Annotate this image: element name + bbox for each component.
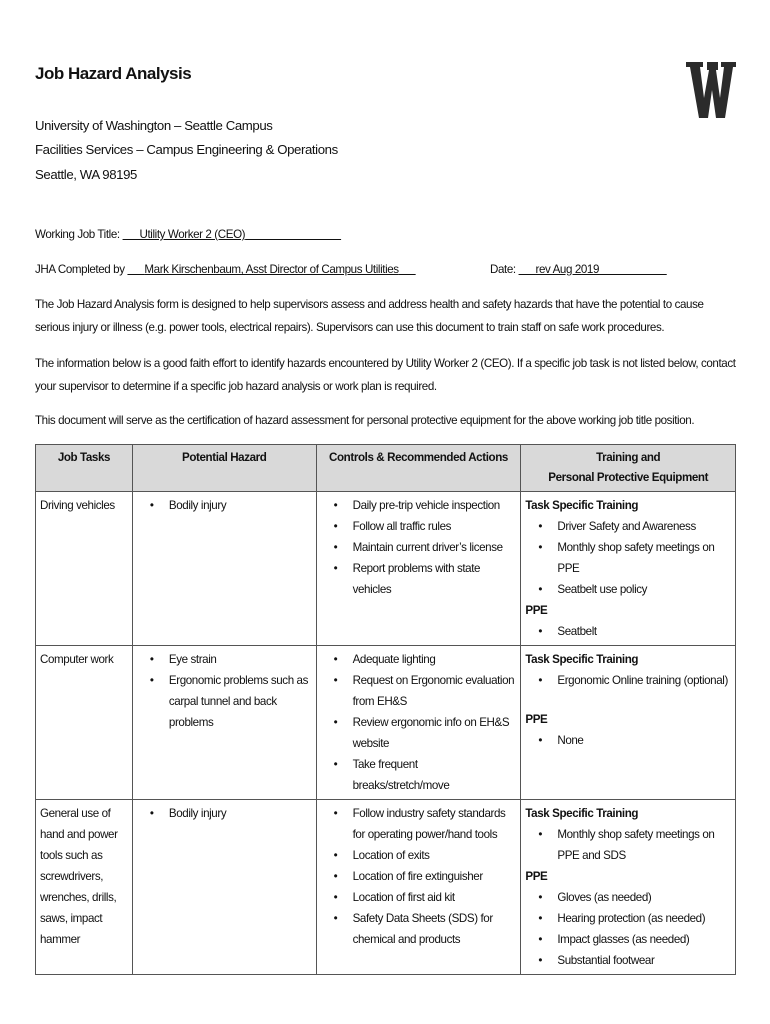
task-cell: Computer work — [36, 646, 133, 800]
list-item: • Follow industry safety standards for operating power/hand tools — [353, 803, 517, 845]
controls-cell — [316, 492, 521, 646]
ppe-subheading: PPE — [525, 604, 548, 617]
document-title: Job Hazard Analysis — [35, 64, 192, 83]
intro-paragraph: The Job Hazard Analysis form is designed to help supervisors assess and address health and safety hazards that have the potential to cause serious injury or illness (e.g. power tools, electrical repairs). Supervisors can use this document to train staff on safe work procedures. — [35, 298, 704, 334]
ppe-subheading: PPE — [525, 713, 548, 726]
list-item: • Location of exits — [353, 845, 517, 866]
table-header-row — [36, 445, 736, 492]
header-training-ppe: Training and Personal Protective Equipment — [521, 445, 736, 492]
list-item: • Seatbelt — [557, 621, 731, 642]
table-row — [36, 800, 736, 975]
hazard-cell — [132, 800, 316, 975]
training-subheading: Task Specific Training — [525, 653, 639, 666]
list-item: • Location of fire extinguisher — [353, 866, 517, 887]
training-ppe-cell — [521, 646, 736, 800]
completed-by-label: JHA Completed by — [35, 263, 125, 276]
job-title-label: Working Job Title: — [35, 228, 120, 241]
list-item: • Maintain current driver’s license — [353, 537, 517, 558]
address-line-1: University of Washington – Seattle Campus — [35, 118, 273, 133]
hazard-cell — [132, 646, 316, 800]
info-paragraph: The information below is a good faith effort to identify hazards encountered by Utility Worker 2 (CEO). If a specific job task is not listed below, contact your supervisor to determine if a specific job hazard analysis or work plan is required. — [35, 357, 736, 393]
list-item: • Gloves (as needed) — [557, 887, 731, 908]
training-ppe-cell — [521, 492, 736, 646]
list-item: • Bodily injury — [169, 495, 312, 516]
certification-paragraph: This document will serve as the certification of hazard assessment for personal protective equipment for the above working job title position. — [35, 414, 695, 427]
list-item: • Seatbelt use policy — [557, 579, 731, 600]
list-item: • Impact glasses (as needed) — [557, 929, 731, 950]
task-cell: General use of hand and power tools such as screwdrivers, wrenches, drills, saws, impact hammer — [36, 800, 133, 975]
job-title-value: Utility Worker 2 (CEO) — [139, 228, 246, 241]
list-item: • Substantial footwear — [557, 950, 731, 971]
training-subheading: Task Specific Training — [525, 807, 639, 820]
date-value: rev Aug 2019 — [535, 263, 600, 276]
hazard-cell — [132, 492, 316, 646]
list-item: • Hearing protection (as needed) — [557, 908, 731, 929]
list-item: • Daily pre-trip vehicle inspection — [353, 495, 517, 516]
hazard-analysis-table — [35, 444, 736, 975]
uw-logo-icon — [686, 58, 736, 122]
list-item: • Location of first aid kit — [353, 887, 517, 908]
list-item: • Review ergonomic info on EH&S website — [353, 712, 517, 754]
list-item: • Ergonomic problems such as carpal tunnel and back problems — [169, 670, 312, 733]
completed-by-field — [35, 263, 416, 276]
ppe-subheading: PPE — [525, 870, 548, 883]
list-item: • Follow all traffic rules — [353, 516, 517, 537]
controls-cell — [316, 646, 521, 800]
training-ppe-cell — [521, 800, 736, 975]
list-item: • Ergonomic Online training (optional) — [557, 670, 731, 691]
address-line-3: Seattle, WA 98195 — [35, 167, 137, 182]
header-job-tasks: Job Tasks — [36, 445, 133, 492]
list-item: • Report problems with state vehicles — [353, 558, 517, 600]
date-field — [490, 263, 667, 276]
list-item: • Driver Safety and Awareness — [557, 516, 731, 537]
date-label: Date: — [490, 263, 516, 276]
task-cell: Driving vehicles — [36, 492, 133, 646]
list-item: • Eye strain — [169, 649, 312, 670]
list-item: • Bodily injury — [169, 803, 312, 824]
list-item: • Safety Data Sheets (SDS) for chemical and products — [353, 908, 517, 950]
header-potential-hazard: Potential Hazard — [132, 445, 316, 492]
controls-cell — [316, 800, 521, 975]
header-controls: Controls & Recommended Actions — [316, 445, 521, 492]
list-item: • Request on Ergonomic evaluation from EH&S — [353, 670, 517, 712]
list-item: • Monthly shop safety meetings on PPE and SDS — [557, 824, 731, 866]
list-item: • Take frequent breaks/stretch/move — [353, 754, 517, 796]
completed-by-value: Mark Kirschenbaum, Asst Director of Campus Utilities — [144, 263, 399, 276]
list-item: • None — [557, 730, 731, 751]
list-item: • Adequate lighting — [353, 649, 517, 670]
address-line-2: Facilities Services – Campus Engineering & Operations — [35, 142, 338, 157]
list-item: • Monthly shop safety meetings on PPE — [557, 537, 731, 579]
training-subheading: Task Specific Training — [525, 499, 639, 512]
job-title-field — [35, 228, 341, 241]
table-row — [36, 646, 736, 800]
table-row — [36, 492, 736, 646]
